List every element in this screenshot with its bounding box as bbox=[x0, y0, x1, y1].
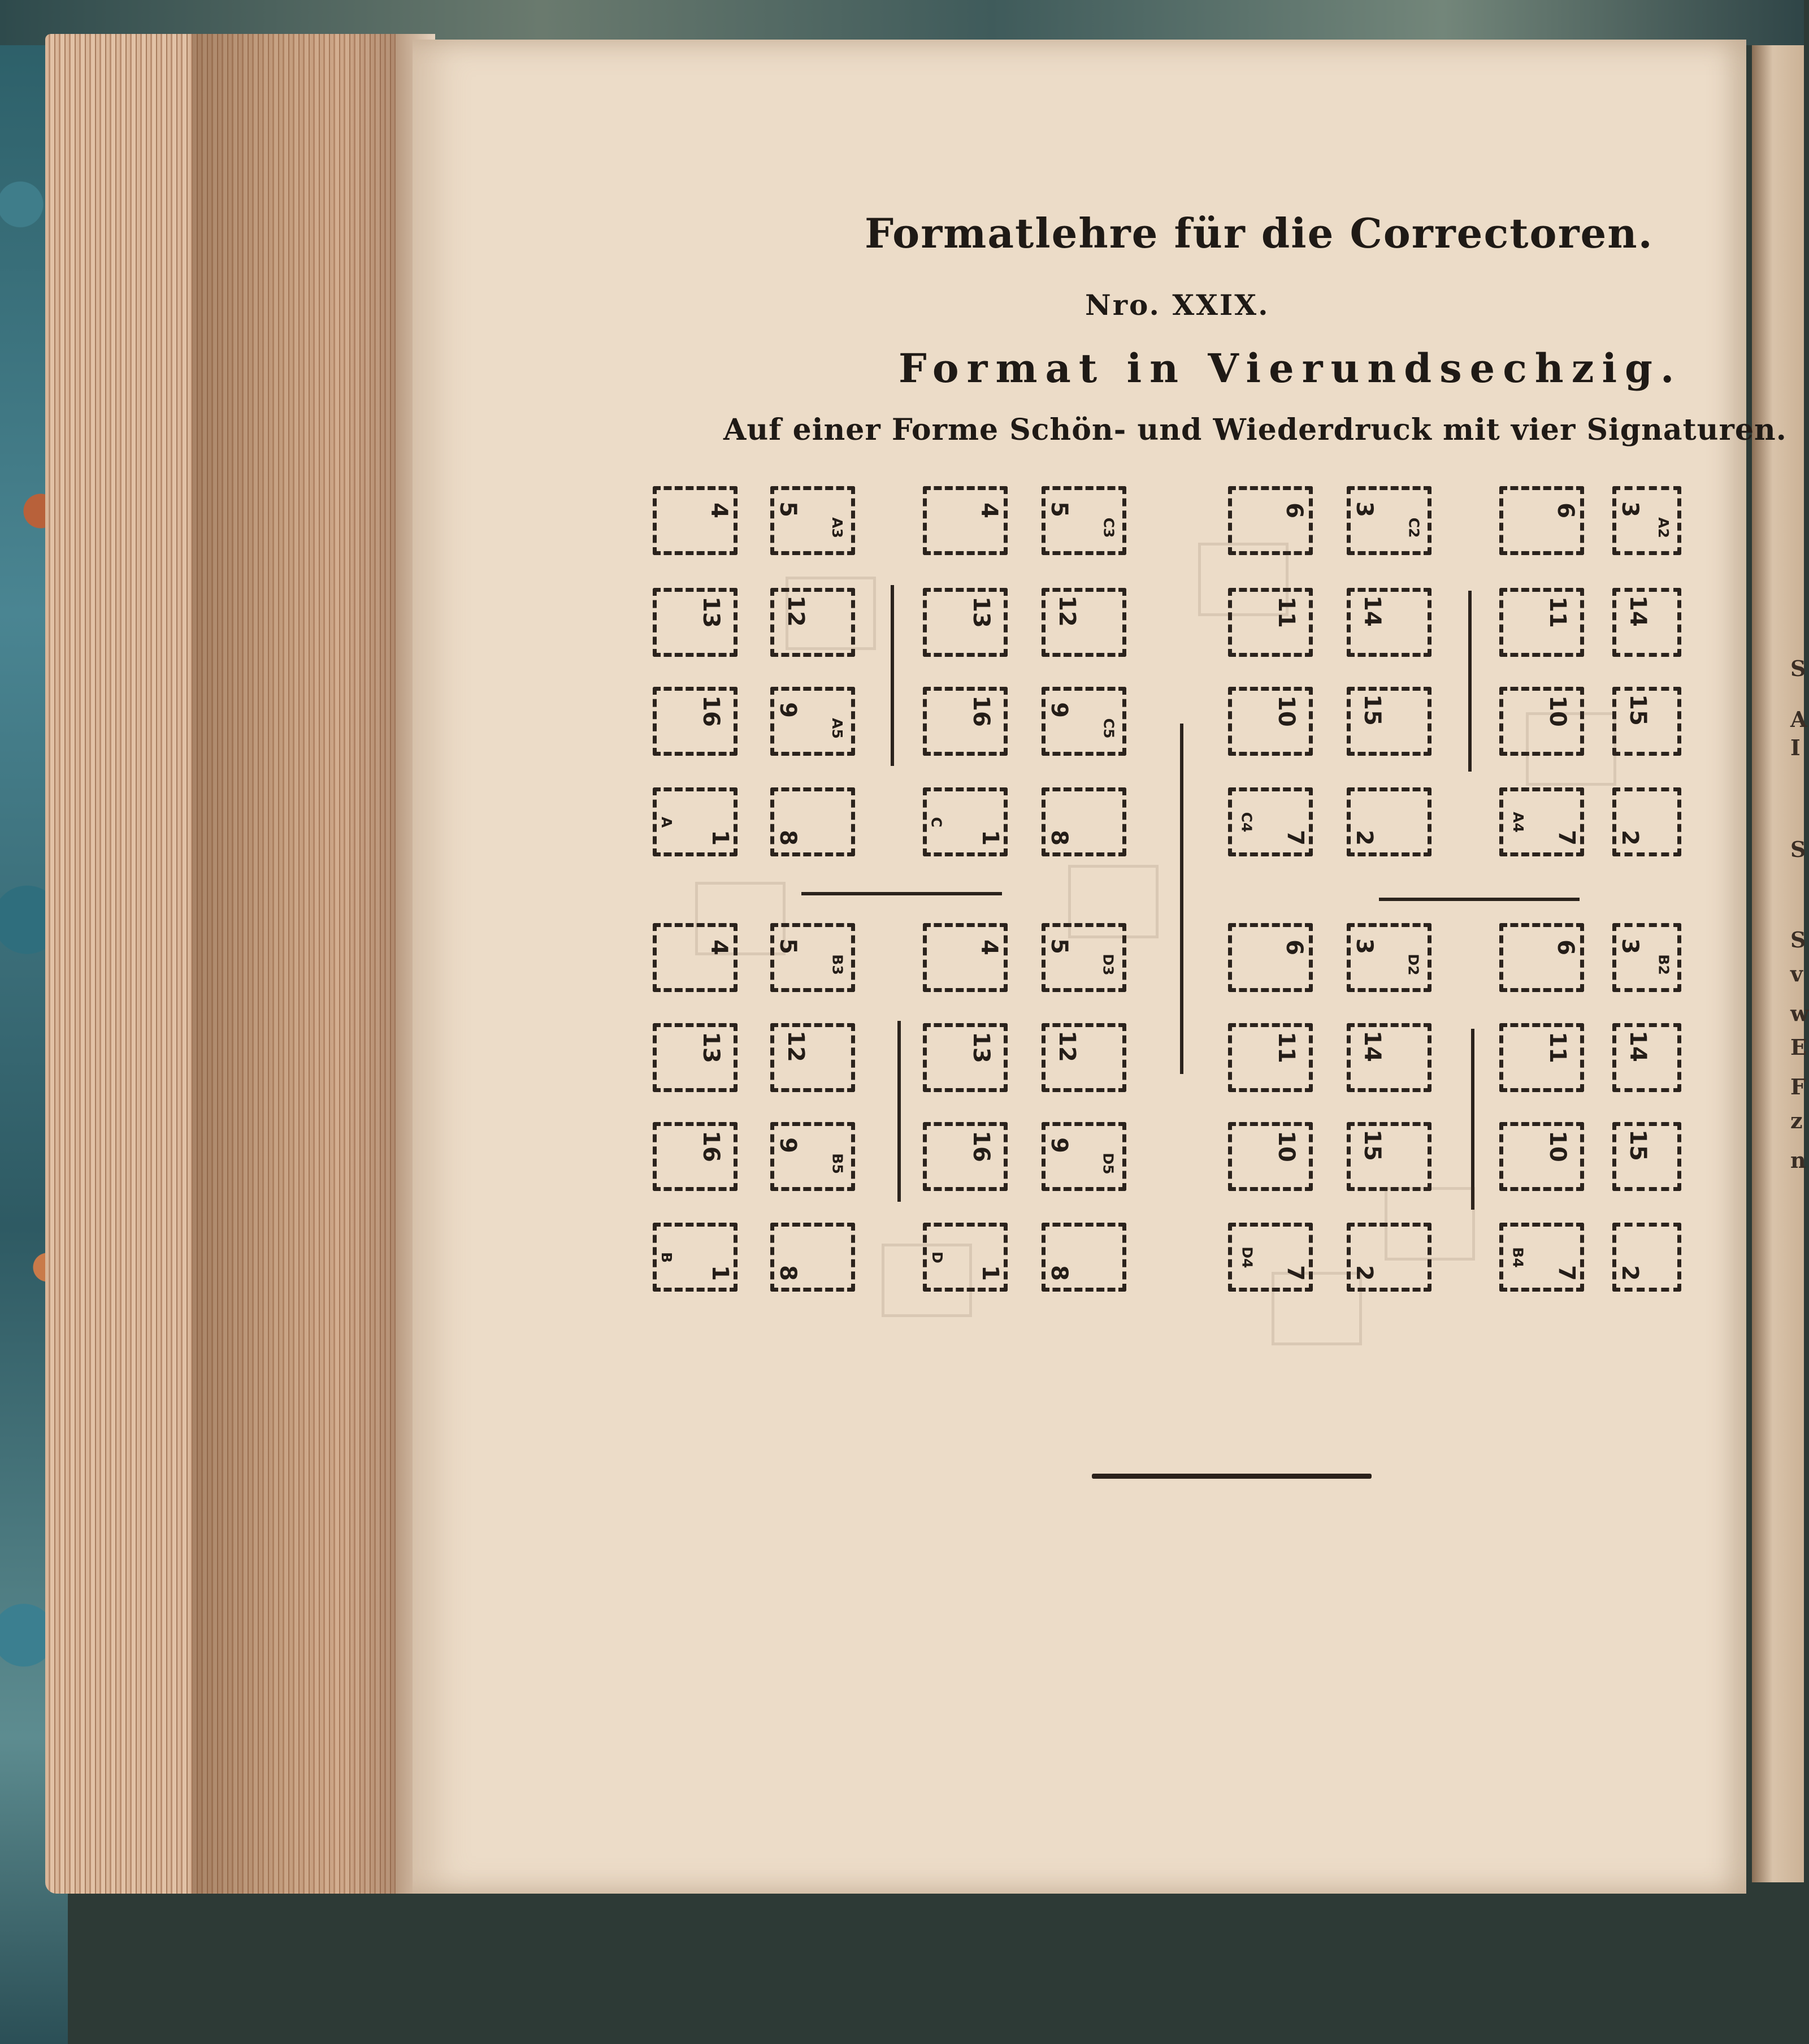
vertical-rule bbox=[1471, 1029, 1474, 1210]
right-page-letter: S bbox=[1790, 927, 1806, 952]
page-number: 8 bbox=[774, 1265, 801, 1281]
page-number: 4 bbox=[706, 939, 732, 955]
page-number: 6 bbox=[1552, 503, 1579, 518]
page-box bbox=[1042, 486, 1126, 555]
page-number: 8 bbox=[1046, 1265, 1072, 1281]
page-box bbox=[1042, 1223, 1126, 1292]
page-number: 11 bbox=[1273, 1032, 1300, 1063]
page-number: 11 bbox=[1545, 1032, 1571, 1063]
page-box bbox=[653, 486, 738, 555]
page-number: 9 bbox=[1046, 702, 1072, 718]
page-number: 1 bbox=[707, 1265, 734, 1281]
page-number: 14 bbox=[1624, 1030, 1651, 1062]
vertical-rule bbox=[897, 1021, 901, 1202]
right-page-letter: E bbox=[1790, 1034, 1807, 1060]
page-number: 3 bbox=[1616, 938, 1643, 954]
page-box bbox=[923, 486, 1008, 555]
page-number: 12 bbox=[1053, 595, 1080, 627]
page-box bbox=[923, 588, 1008, 657]
show-through-mark bbox=[1385, 1187, 1475, 1261]
page-number: 7 bbox=[1554, 1265, 1580, 1281]
page-box bbox=[1499, 1223, 1584, 1292]
page-number: 5 bbox=[1046, 938, 1072, 954]
page-number: 14 bbox=[1359, 1030, 1385, 1062]
page-box bbox=[1347, 687, 1431, 756]
page-number: 12 bbox=[1053, 1030, 1080, 1062]
page-title: Formatlehre für die Correctoren. bbox=[865, 209, 1654, 257]
signature-mark: D4 bbox=[1239, 1246, 1256, 1268]
right-page-letter: A bbox=[1790, 707, 1807, 732]
show-through-mark bbox=[882, 1244, 972, 1317]
page-number: 2 bbox=[1616, 830, 1643, 846]
show-through-mark bbox=[1526, 712, 1616, 786]
vertical-rule bbox=[1180, 724, 1183, 1074]
page-number: 12 bbox=[782, 595, 809, 627]
page-number: 16 bbox=[698, 1131, 725, 1162]
show-through-mark bbox=[1272, 1272, 1362, 1345]
page-box bbox=[1347, 1023, 1431, 1092]
page-number: 14 bbox=[1624, 595, 1651, 627]
signature-mark: B bbox=[658, 1251, 675, 1263]
page-number: 2 bbox=[1351, 1265, 1377, 1281]
page-number: 15 bbox=[1359, 694, 1385, 726]
page-number: 15 bbox=[1624, 694, 1651, 726]
right-page-letter: v bbox=[1790, 961, 1803, 986]
page-number: 16 bbox=[968, 695, 995, 727]
page-number: 11 bbox=[1545, 596, 1571, 628]
page-number: 2 bbox=[1616, 1265, 1643, 1281]
page-box bbox=[1612, 1122, 1681, 1191]
page-number: 15 bbox=[1359, 1129, 1385, 1161]
page-number: 4 bbox=[706, 503, 732, 518]
page-box bbox=[1042, 1023, 1126, 1092]
page-number: 8 bbox=[774, 830, 801, 846]
signature-mark: C4 bbox=[1238, 812, 1255, 833]
page-box bbox=[1612, 588, 1681, 657]
format-heading: Format in Vierundsechzig. bbox=[899, 345, 1682, 392]
page-box bbox=[923, 787, 1008, 856]
page-box bbox=[923, 687, 1008, 756]
page-box bbox=[653, 1122, 738, 1191]
page-box bbox=[653, 787, 738, 856]
page-number: 1 bbox=[707, 830, 734, 846]
plate-number: Nro. XXIX. bbox=[1085, 288, 1270, 322]
page-box bbox=[1228, 687, 1313, 756]
page-box bbox=[653, 687, 738, 756]
page-number: 9 bbox=[774, 702, 801, 718]
page-number: 6 bbox=[1552, 939, 1579, 955]
page-box bbox=[1612, 923, 1681, 992]
right-page-letter: I bbox=[1790, 735, 1801, 760]
page-box bbox=[1499, 923, 1584, 992]
signature-mark: A3 bbox=[829, 517, 846, 538]
signature-mark: D bbox=[929, 1251, 945, 1263]
signature-mark: A5 bbox=[829, 718, 846, 739]
signature-mark: C3 bbox=[1100, 517, 1117, 538]
page-box bbox=[1228, 1122, 1313, 1191]
page-box bbox=[653, 1023, 738, 1092]
page-box bbox=[923, 923, 1008, 992]
page-box bbox=[1347, 486, 1431, 555]
page-box bbox=[923, 1023, 1008, 1092]
signature-mark: A4 bbox=[1509, 812, 1526, 833]
page-box bbox=[1499, 588, 1584, 657]
page-box bbox=[1499, 787, 1584, 856]
right-page-letter: S bbox=[1790, 837, 1806, 862]
page-number: 2 bbox=[1351, 830, 1377, 846]
page-box bbox=[1228, 923, 1313, 992]
page-number: 9 bbox=[1046, 1137, 1072, 1153]
show-through-mark bbox=[695, 882, 786, 955]
page-number: 16 bbox=[968, 1131, 995, 1162]
page-box bbox=[1042, 687, 1126, 756]
page-box bbox=[1499, 1122, 1584, 1191]
page-number: 11 bbox=[1273, 596, 1300, 628]
page-number: 10 bbox=[1545, 1131, 1571, 1162]
vertical-rule bbox=[1468, 591, 1472, 772]
signature-mark: A2 bbox=[1655, 517, 1672, 538]
signature-mark: B4 bbox=[1509, 1247, 1526, 1268]
right-page-letter: z bbox=[1790, 1108, 1803, 1133]
right-page-letter: n bbox=[1790, 1147, 1806, 1173]
page-number: 12 bbox=[782, 1030, 809, 1062]
page-number: 9 bbox=[774, 1137, 801, 1153]
page-number: 4 bbox=[976, 503, 1003, 518]
closing-rule bbox=[1092, 1474, 1372, 1479]
vertical-rule bbox=[891, 585, 894, 766]
page-number: 3 bbox=[1616, 501, 1643, 517]
page-number: 5 bbox=[774, 501, 801, 517]
page-box bbox=[1228, 1023, 1313, 1092]
page-box bbox=[770, 1122, 855, 1191]
page-box bbox=[1347, 787, 1431, 856]
page-box bbox=[1347, 588, 1431, 657]
page-number: 3 bbox=[1351, 501, 1377, 517]
signature-mark: B5 bbox=[829, 1153, 846, 1174]
page-box bbox=[1347, 923, 1431, 992]
page-box bbox=[653, 1223, 738, 1292]
signature-mark: A bbox=[658, 816, 675, 828]
page-number: 10 bbox=[1545, 695, 1571, 727]
page-number: 4 bbox=[976, 939, 1003, 955]
page-box bbox=[1612, 1023, 1681, 1092]
show-through-mark bbox=[1198, 543, 1289, 616]
page-number: 7 bbox=[1282, 1265, 1309, 1281]
page-box bbox=[1612, 687, 1681, 756]
signature-mark: D3 bbox=[1100, 954, 1117, 976]
page-box bbox=[770, 1023, 855, 1092]
page-number: 16 bbox=[698, 695, 725, 727]
signature-mark: D5 bbox=[1100, 1153, 1117, 1175]
page-number: 5 bbox=[774, 938, 801, 954]
horizontal-rule bbox=[1379, 898, 1580, 901]
page-box bbox=[1612, 486, 1681, 555]
page-number: 7 bbox=[1282, 830, 1309, 846]
page-number: 1 bbox=[977, 830, 1004, 846]
show-through-mark bbox=[782, 577, 876, 650]
page-number: 8 bbox=[1046, 830, 1072, 846]
page-number: 6 bbox=[1281, 939, 1308, 955]
right-page-letter: w bbox=[1790, 1001, 1809, 1026]
page-number: 14 bbox=[1359, 595, 1385, 627]
page-number: 13 bbox=[698, 1032, 725, 1063]
page-number: 15 bbox=[1624, 1129, 1651, 1161]
signature-mark: B2 bbox=[1655, 954, 1672, 975]
page-box bbox=[770, 787, 855, 856]
page-box bbox=[770, 486, 855, 555]
page-number: 10 bbox=[1273, 1131, 1300, 1162]
signature-mark: C bbox=[928, 817, 945, 828]
page-number: 7 bbox=[1554, 830, 1580, 846]
page-box bbox=[1347, 1122, 1431, 1191]
page-box bbox=[1042, 787, 1126, 856]
page-number: 10 bbox=[1273, 695, 1300, 727]
right-page-letter: F bbox=[1790, 1074, 1806, 1099]
page-box bbox=[770, 687, 855, 756]
page-number: 6 bbox=[1281, 503, 1308, 518]
signature-mark: C2 bbox=[1405, 517, 1422, 538]
page-box bbox=[770, 1223, 855, 1292]
signature-mark: B3 bbox=[829, 954, 846, 975]
page-box bbox=[1042, 588, 1126, 657]
page-box bbox=[1612, 1223, 1681, 1292]
page-number: 13 bbox=[968, 1032, 995, 1063]
page-box bbox=[1228, 787, 1313, 856]
page-box bbox=[1499, 1023, 1584, 1092]
page-number: 3 bbox=[1351, 938, 1377, 954]
page-box bbox=[1042, 1122, 1126, 1191]
signature-mark: C5 bbox=[1100, 718, 1117, 739]
page-number: 5 bbox=[1046, 501, 1072, 517]
page-number: 1 bbox=[977, 1265, 1004, 1281]
page-box bbox=[1499, 486, 1584, 555]
page-number: 13 bbox=[968, 596, 995, 628]
horizontal-rule bbox=[801, 892, 1002, 895]
signature-mark: D2 bbox=[1405, 954, 1422, 976]
right-page-letter: S bbox=[1790, 656, 1806, 681]
page-box bbox=[653, 588, 738, 657]
page-box bbox=[923, 1122, 1008, 1191]
format-caption: Auf einer Forme Schön- und Wiederdruck mit vier Signaturen. bbox=[723, 413, 1787, 447]
show-through-mark bbox=[1068, 865, 1159, 938]
page-number: 13 bbox=[698, 596, 725, 628]
page-box bbox=[1612, 787, 1681, 856]
